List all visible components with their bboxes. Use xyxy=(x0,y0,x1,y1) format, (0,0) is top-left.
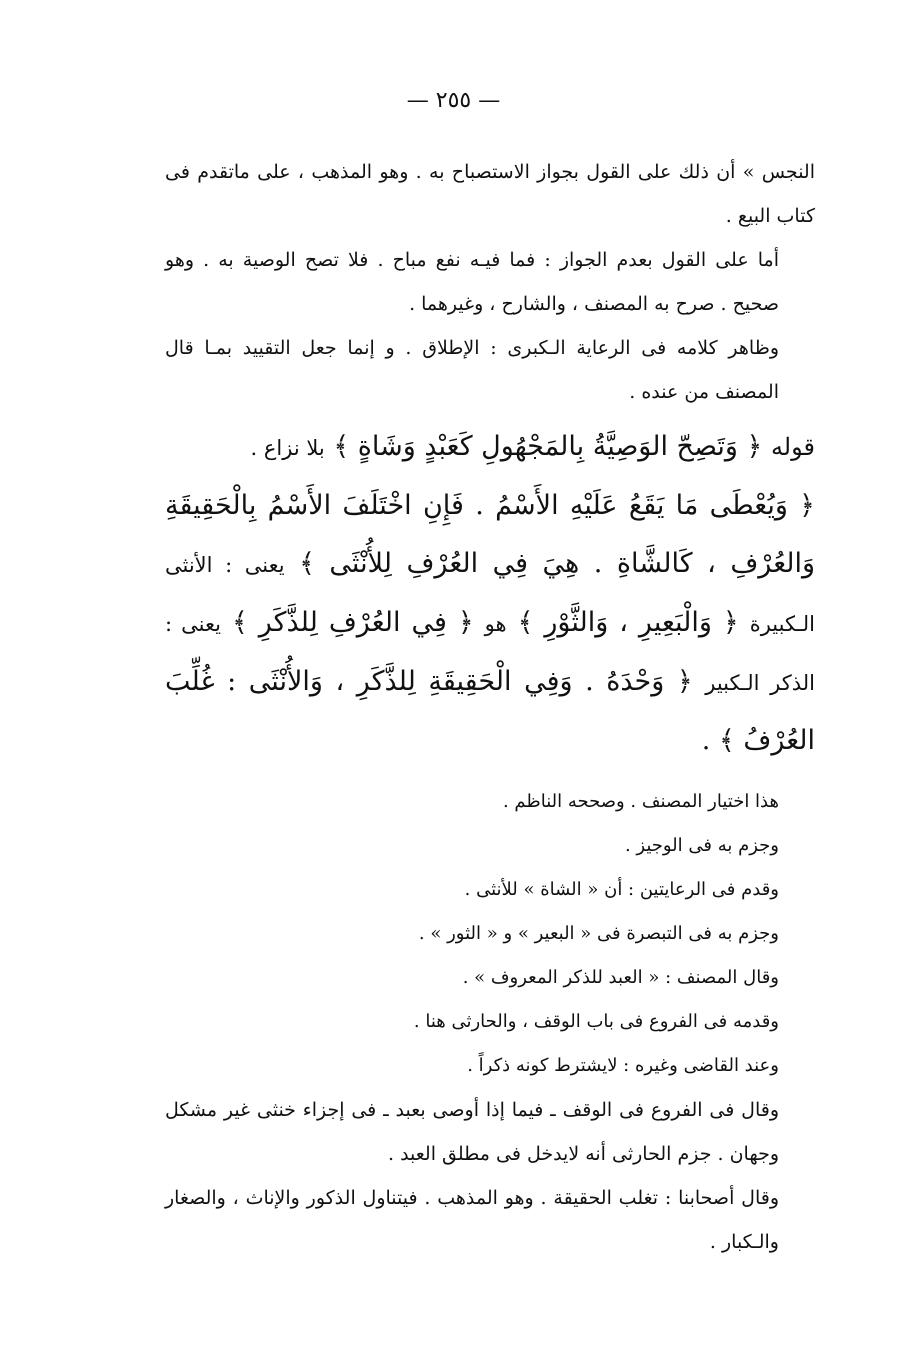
matn-comment-dhakar-kabir: يعنى : الذكر الـكبير xyxy=(165,612,815,695)
opinion-line: وقال المصنف : « العبد للذكر المعروف » . xyxy=(462,967,779,988)
opinions-list xyxy=(165,780,815,1088)
opinion-line: وعند القاضى وغيره : لايشترط كونه ذكراً . xyxy=(467,1055,779,1076)
paragraph-riaya-kubra: وظاهر كلامه فى الرعاية الـكبرى : الإطلاق . و إنما جعل التقييد بمـا قال المصنف من عنده . xyxy=(165,337,779,403)
opinion-line: وقدمه فى الفروع فى باب الوقف ، والحارثى هنا . xyxy=(413,1011,779,1032)
paragraph-ashabuna: وقال أصحابنا : تغلب الحقيقة . وهو المذهب . فيتناول الذكور والإناث ، والصغار والـكبار . xyxy=(165,1187,779,1253)
page-body xyxy=(165,150,815,1264)
matn-text-wasiyya: ﴿ وَتَصِحّ الوَصِيَّةُ بِالمَجْهُولِ كَعَبْدٍ وَشَاةٍ ﴾ xyxy=(333,431,763,462)
matn-comment-bila-niza: بلا نزاع . xyxy=(250,436,325,460)
matn-block xyxy=(165,418,815,770)
matn-comment-huwa: هو xyxy=(484,612,507,636)
paragraph-istisbah: النجس » أن ذلك على القول بجواز الاستصباح به . وهو المذهب ، على ماتقدم فى كتاب البيع . xyxy=(165,161,815,227)
matn-text-urf-dhakar: ﴿ فِي العُرْفِ لِلذَّكَرِ ﴾ xyxy=(231,607,474,638)
matn-text-baeer: ﴿ وَالْبَعِيرِ ، وَالثَّوْرِ ﴾ xyxy=(517,607,739,638)
matn-lead-word: قوله xyxy=(770,433,815,461)
matn-text-yuta: ﴿ وَيُعْطَى مَا يَقَعُ عَلَيْهِ الأَسْمُ . فَإِنِ اخْتَلَفَ الأَسْمُ بِالْحَقِيقَةِ وَالعُرْفِ ، كَالشَّاةِ . هِيَ فِي العُرْفِ لِلأُنْثَى ﴾ xyxy=(165,490,815,579)
opinion-line: هذا اختيار المصنف . وصححه الناظم . xyxy=(502,791,779,812)
paragraph-adam-jawaz: أما على القول بعدم الجواز : فما فيـه نفع مباح . فلا تصح الوصية به . وهو صحيح . صرح به المصنف ، والشارح ، وغيرهما . xyxy=(165,249,779,315)
matn-comment-untha: يعنى : الأنثى الـكبيرة xyxy=(165,553,815,636)
opinion-line: وجزم به فى الوجيز . xyxy=(624,835,779,856)
opinion-line: وقدم فى الرعايتين : أن « الشاة » للأنثى . xyxy=(464,879,779,900)
opinion-line: وجزم به فى التبصرة فى « البعير » و « الثور » . xyxy=(418,923,779,944)
matn-text-wahdahu: ﴿ وَحْدَهُ . وَفِي الْحَقِيقَةِ لِلذَّكَرِ ، وَالأُنْثَى : غُلِّبَ العُرْفُ ﴾ . xyxy=(165,666,815,756)
page-number: — ٢٥٥ — xyxy=(406,88,501,113)
paragraph-furu-waqf: وقال فى الفروع فى الوقف ـ فيما إذا أوصى بعبد ـ فى إجزاء خنثى غير مشكل وجهان . جزم الحارثى أنه لايدخل فى مطلق العبد . xyxy=(165,1099,779,1165)
